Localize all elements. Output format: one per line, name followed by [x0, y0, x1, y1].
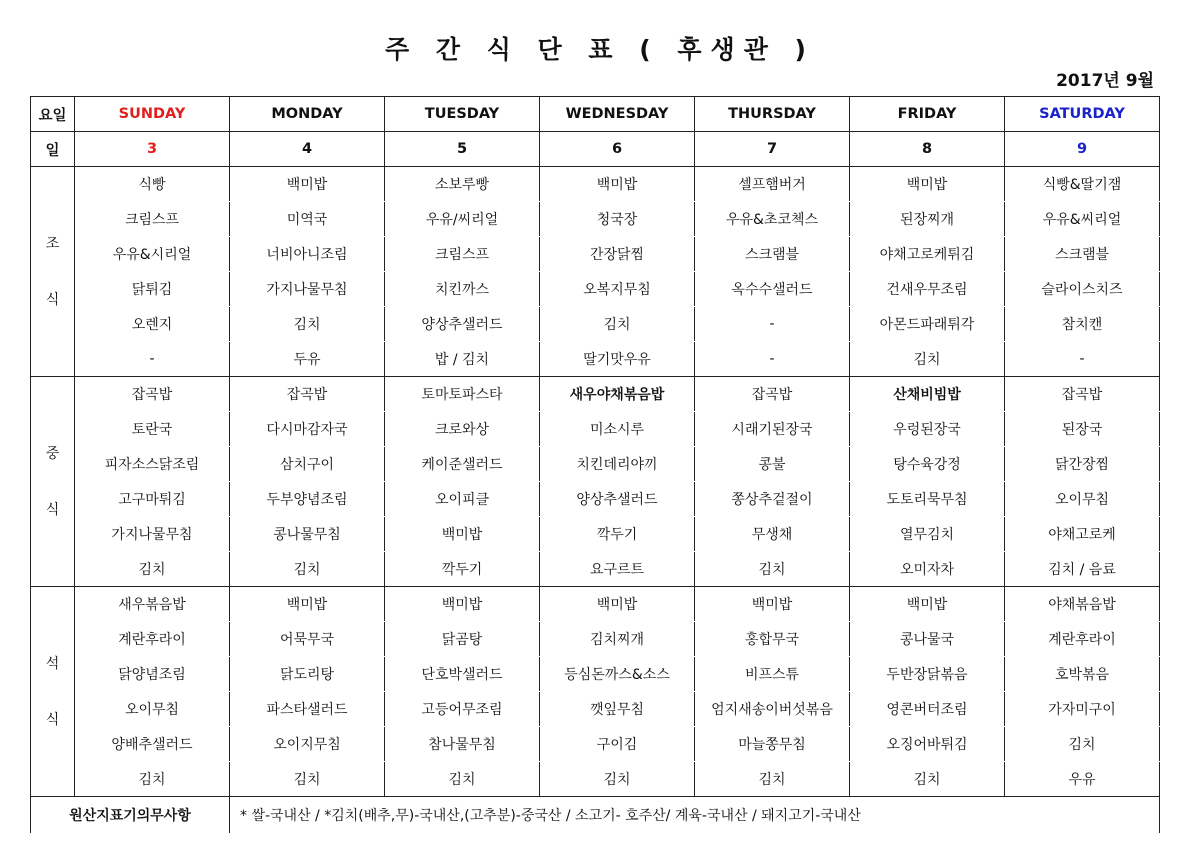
date-tuesday: 5: [385, 132, 540, 167]
date-saturday: 9: [1005, 132, 1160, 167]
menu-cell: 계란후라이: [75, 622, 230, 657]
menu-cell: 새우야채볶음밥: [540, 377, 695, 412]
menu-cell: 식빵: [75, 167, 230, 202]
origin-notice-label: 원산지표기의무사항: [31, 797, 230, 834]
menu-cell: 우유: [1005, 762, 1160, 797]
meal-label-char: 식: [45, 501, 60, 518]
menu-cell: 무생채: [695, 517, 850, 552]
menu-cell: 가자미구이: [1005, 692, 1160, 727]
date-wednesday: 6: [540, 132, 695, 167]
menu-cell: 두유: [230, 342, 385, 377]
menu-cell: 김치: [75, 762, 230, 797]
menu-cell: 김치: [850, 762, 1005, 797]
menu-cell: 오이무침: [75, 692, 230, 727]
menu-cell: 백미밥: [695, 587, 850, 622]
menu-cell: 홍합무국: [695, 622, 850, 657]
menu-cell: 깍두기: [540, 517, 695, 552]
menu-cell: 김치: [540, 762, 695, 797]
date-header-row: [31, 132, 1160, 167]
menu-cell: 산채비빔밥: [850, 377, 1005, 412]
menu-cell: 깻잎무침: [540, 692, 695, 727]
meal-label-char: 중: [45, 445, 60, 462]
menu-cell: 가지나물무침: [230, 272, 385, 307]
date-thursday: 7: [695, 132, 850, 167]
menu-cell: 삼치구이: [230, 447, 385, 482]
lunch-row: [31, 412, 1160, 447]
meal-label-char: 식: [45, 711, 60, 728]
menu-cell: 김치: [850, 342, 1005, 377]
menu-cell: 우유&씨리얼: [1005, 202, 1160, 237]
menu-cell: -: [1005, 342, 1160, 377]
meal-label-char: 식: [45, 291, 60, 308]
date-friday: 8: [850, 132, 1005, 167]
menu-cell: 탕수육강정: [850, 447, 1005, 482]
menu-cell: 백미밥: [385, 517, 540, 552]
menu-cell: 식빵&딸기잼: [1005, 167, 1160, 202]
menu-cell: 오징어바튀김: [850, 727, 1005, 762]
menu-cell: 양배추샐러드: [75, 727, 230, 762]
lunch-row: [31, 482, 1160, 517]
origin-notice-text: * 쌀-국내산 / *김치(배추,무)-국내산,(고추분)-중국산 / 소고기- 호주산/ 계육-국내산 / 돼지고기-국내산: [230, 797, 1160, 834]
menu-cell: 야채볶음밥: [1005, 587, 1160, 622]
menu-cell: 콩불: [695, 447, 850, 482]
menu-cell: 피자소스닭조림: [75, 447, 230, 482]
dinner-row: [31, 622, 1160, 657]
menu-cell: 닭양념조림: [75, 657, 230, 692]
menu-cell: 닭도리탕: [230, 657, 385, 692]
menu-cell: 잡곡밥: [75, 377, 230, 412]
menu-cell: 미역국: [230, 202, 385, 237]
menu-cell: 김치: [230, 762, 385, 797]
menu-cell: 단호박샐러드: [385, 657, 540, 692]
breakfast-row: [31, 307, 1160, 342]
date-label: 일: [31, 132, 75, 167]
page-title: 주 간 식 단 표 ( 후생관 ): [385, 35, 815, 64]
menu-cell: 김치찌개: [540, 622, 695, 657]
menu-cell: 두부양념조림: [230, 482, 385, 517]
breakfast-row: [31, 272, 1160, 307]
menu-cell: 닭튀김: [75, 272, 230, 307]
lunch-row: [31, 447, 1160, 482]
lunch-row: [31, 552, 1160, 587]
menu-cell: 오렌지: [75, 307, 230, 342]
dinner-row: [31, 727, 1160, 762]
menu-cell: 스크램블: [1005, 237, 1160, 272]
menu-cell: 너비아니조림: [230, 237, 385, 272]
menu-cell: 오이피클: [385, 482, 540, 517]
menu-cell: 김치: [230, 307, 385, 342]
menu-cell: 요구르트: [540, 552, 695, 587]
menu-cell: 콩나물무침: [230, 517, 385, 552]
weekday-label: 요일: [31, 97, 75, 132]
menu-cell: 오이무침: [1005, 482, 1160, 517]
menu-cell: 백미밥: [540, 587, 695, 622]
breakfast-label: [31, 167, 75, 377]
menu-cell: 딸기맛우유: [540, 342, 695, 377]
lunch-row: [31, 377, 1160, 412]
menu-cell: 밥 / 김치: [385, 342, 540, 377]
menu-cell: 미소시루: [540, 412, 695, 447]
menu-cell: 소보루빵: [385, 167, 540, 202]
dinner-label: [31, 587, 75, 797]
menu-cell: 잡곡밥: [695, 377, 850, 412]
menu-cell: 양상추샐러드: [385, 307, 540, 342]
weekday-tuesday: TUESDAY: [385, 97, 540, 132]
menu-cell: 토란국: [75, 412, 230, 447]
menu-cell: 구이김: [540, 727, 695, 762]
menu-cell: 된장국: [1005, 412, 1160, 447]
weekday-sunday: SUNDAY: [75, 97, 230, 132]
weekday-friday: FRIDAY: [850, 97, 1005, 132]
weekday-saturday: SATURDAY: [1005, 97, 1160, 132]
menu-cell: 참나물무침: [385, 727, 540, 762]
menu-cell: 우유/씨리얼: [385, 202, 540, 237]
menu-cell: 건새우무조림: [850, 272, 1005, 307]
menu-cell: 청국장: [540, 202, 695, 237]
menu-cell: 김치: [695, 552, 850, 587]
breakfast-row: [31, 237, 1160, 272]
menu-cell: 두반장닭볶음: [850, 657, 1005, 692]
origin-notice-row: [31, 797, 1160, 834]
menu-cell: 아몬드파래튀각: [850, 307, 1005, 342]
menu-month: 2017년 9월: [1056, 71, 1154, 91]
menu-cell: 참치캔: [1005, 307, 1160, 342]
menu-cell: 고등어무조림: [385, 692, 540, 727]
menu-cell: 잡곡밥: [1005, 377, 1160, 412]
menu-cell: 엄지새송이버섯볶음: [695, 692, 850, 727]
weekly-menu-table: [30, 96, 1160, 834]
menu-cell: 토마토파스타: [385, 377, 540, 412]
menu-cell: 오복지무침: [540, 272, 695, 307]
menu-cell: 치킨데리야끼: [540, 447, 695, 482]
menu-cell: 마늘쫑무침: [695, 727, 850, 762]
menu-cell: 김치: [695, 762, 850, 797]
breakfast-row: [31, 342, 1160, 377]
menu-cell: 김치: [230, 552, 385, 587]
dinner-row: [31, 692, 1160, 727]
menu-cell: 백미밥: [385, 587, 540, 622]
menu-cell: 파스타샐러드: [230, 692, 385, 727]
menu-cell: 야채고로케튀김: [850, 237, 1005, 272]
menu-cell: 야채고로케: [1005, 517, 1160, 552]
menu-cell: 콩나물국: [850, 622, 1005, 657]
menu-cell: 닭곰탕: [385, 622, 540, 657]
menu-cell: 케이준샐러드: [385, 447, 540, 482]
menu-cell: 우유&초코첵스: [695, 202, 850, 237]
dinner-row: [31, 657, 1160, 692]
menu-cell: 김치: [385, 762, 540, 797]
menu-cell: 쫑상추겉절이: [695, 482, 850, 517]
menu-cell: 어묵무국: [230, 622, 385, 657]
date-sunday: 3: [75, 132, 230, 167]
weekday-header-row: [31, 97, 1160, 132]
meal-label-char: 석: [45, 655, 60, 672]
menu-cell: 도토리묵무침: [850, 482, 1005, 517]
menu-cell: -: [695, 342, 850, 377]
weekday-monday: MONDAY: [230, 97, 385, 132]
weekday-thursday: THURSDAY: [695, 97, 850, 132]
menu-cell: 된장찌개: [850, 202, 1005, 237]
menu-cell: 잡곡밥: [230, 377, 385, 412]
menu-cell: 가지나물무침: [75, 517, 230, 552]
menu-cell: -: [695, 307, 850, 342]
menu-cell: 고구마튀김: [75, 482, 230, 517]
menu-cell: 열무김치: [850, 517, 1005, 552]
menu-cell: 옥수수샐러드: [695, 272, 850, 307]
menu-cell: 우렁된장국: [850, 412, 1005, 447]
menu-cell: 백미밥: [540, 167, 695, 202]
menu-cell: 닭간장찜: [1005, 447, 1160, 482]
date-monday: 4: [230, 132, 385, 167]
menu-cell: 간장닭찜: [540, 237, 695, 272]
menu-cell: 김치: [1005, 727, 1160, 762]
weekday-wednesday: WEDNESDAY: [540, 97, 695, 132]
menu-cell: 크로와상: [385, 412, 540, 447]
menu-cell: 김치 / 음료: [1005, 552, 1160, 587]
lunch-label: [31, 377, 75, 587]
breakfast-row: [31, 167, 1160, 202]
menu-cell: 시래기된장국: [695, 412, 850, 447]
meal-label-char: 조: [45, 235, 60, 252]
menu-cell: 백미밥: [850, 587, 1005, 622]
menu-cell: 오미자차: [850, 552, 1005, 587]
menu-cell: 비프스튜: [695, 657, 850, 692]
menu-cell: -: [75, 342, 230, 377]
menu-cell: 양상추샐러드: [540, 482, 695, 517]
menu-cell: 등심돈까스&소스: [540, 657, 695, 692]
menu-cell: 새우볶음밥: [75, 587, 230, 622]
menu-cell: 김치: [540, 307, 695, 342]
menu-cell: 셀프햄버거: [695, 167, 850, 202]
menu-cell: 영콘버터조림: [850, 692, 1005, 727]
menu-cell: 다시마감자국: [230, 412, 385, 447]
menu-cell: 우유&시리얼: [75, 237, 230, 272]
menu-cell: 계란후라이: [1005, 622, 1160, 657]
menu-cell: 김치: [75, 552, 230, 587]
menu-cell: 오이지무침: [230, 727, 385, 762]
menu-cell: 백미밥: [850, 167, 1005, 202]
menu-cell: 백미밥: [230, 167, 385, 202]
menu-cell: 슬라이스치즈: [1005, 272, 1160, 307]
menu-cell: 깍두기: [385, 552, 540, 587]
breakfast-row: [31, 202, 1160, 237]
dinner-row: [31, 587, 1160, 622]
menu-cell: 호박볶음: [1005, 657, 1160, 692]
menu-cell: 크림스프: [385, 237, 540, 272]
menu-cell: 스크램블: [695, 237, 850, 272]
dinner-row: [31, 762, 1160, 797]
lunch-row: [31, 517, 1160, 552]
menu-cell: 치킨까스: [385, 272, 540, 307]
menu-cell: 크림스프: [75, 202, 230, 237]
menu-cell: 백미밥: [230, 587, 385, 622]
